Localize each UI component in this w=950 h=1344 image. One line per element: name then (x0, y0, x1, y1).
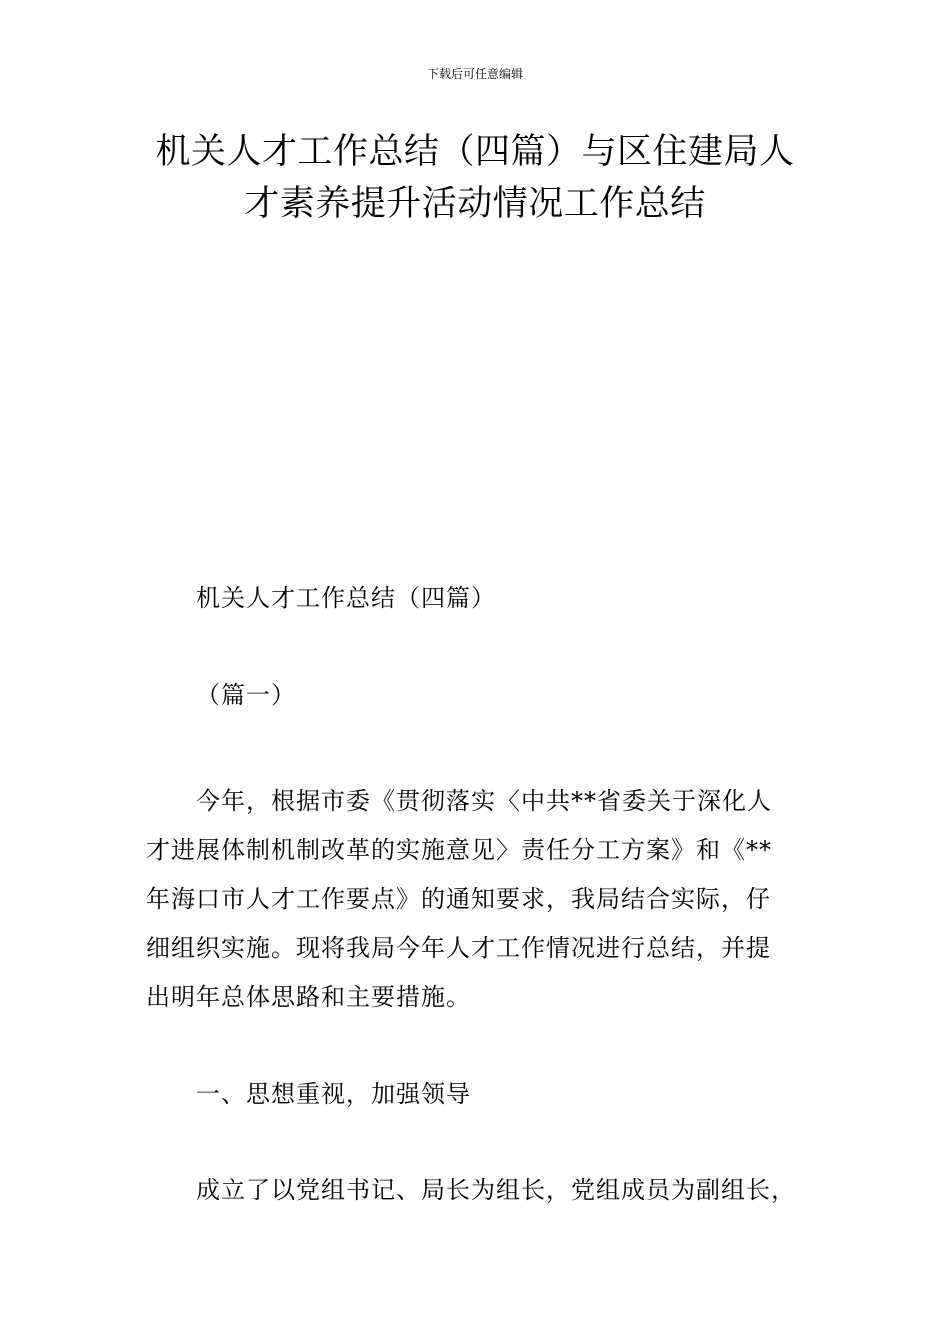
title-line-2: 才素养提升活动情况工作总结 (244, 184, 706, 224)
title-line-1: 机关人才工作总结（四篇）与区住建局人 (155, 132, 795, 172)
paragraph-section-1: 成立了以党组书记、局长为组长，党组成员为副组长， (196, 1176, 796, 1204)
header-note: 下载后可任意编辑 (426, 67, 523, 81)
document-title (145, 126, 805, 230)
part-label: （篇一） (196, 681, 296, 709)
document-subtitle: 机关人才工作总结（四篇） (196, 584, 496, 612)
section-heading-1: 一、思想重视，加强领导 (196, 1080, 471, 1108)
paragraph-intro-line-1: 今年，根据市委《贯彻落实〈中共**省委关于深化人 (196, 787, 772, 815)
paragraph-intro-line-3: 年海口市人才工作要点》的通知要求，我局结合实际，仔 (146, 885, 771, 913)
paragraph-intro-line-2: 才进展体制机制改革的实施意见〉责任分工方案》和《** (146, 836, 772, 864)
paragraph-intro-line-5: 出明年总体思路和主要措施。 (146, 983, 471, 1011)
paragraph-intro-line-4: 细组织实施。现将我局今年人才工作情况进行总结，并提 (146, 934, 771, 962)
paragraph-intro (146, 777, 814, 1022)
